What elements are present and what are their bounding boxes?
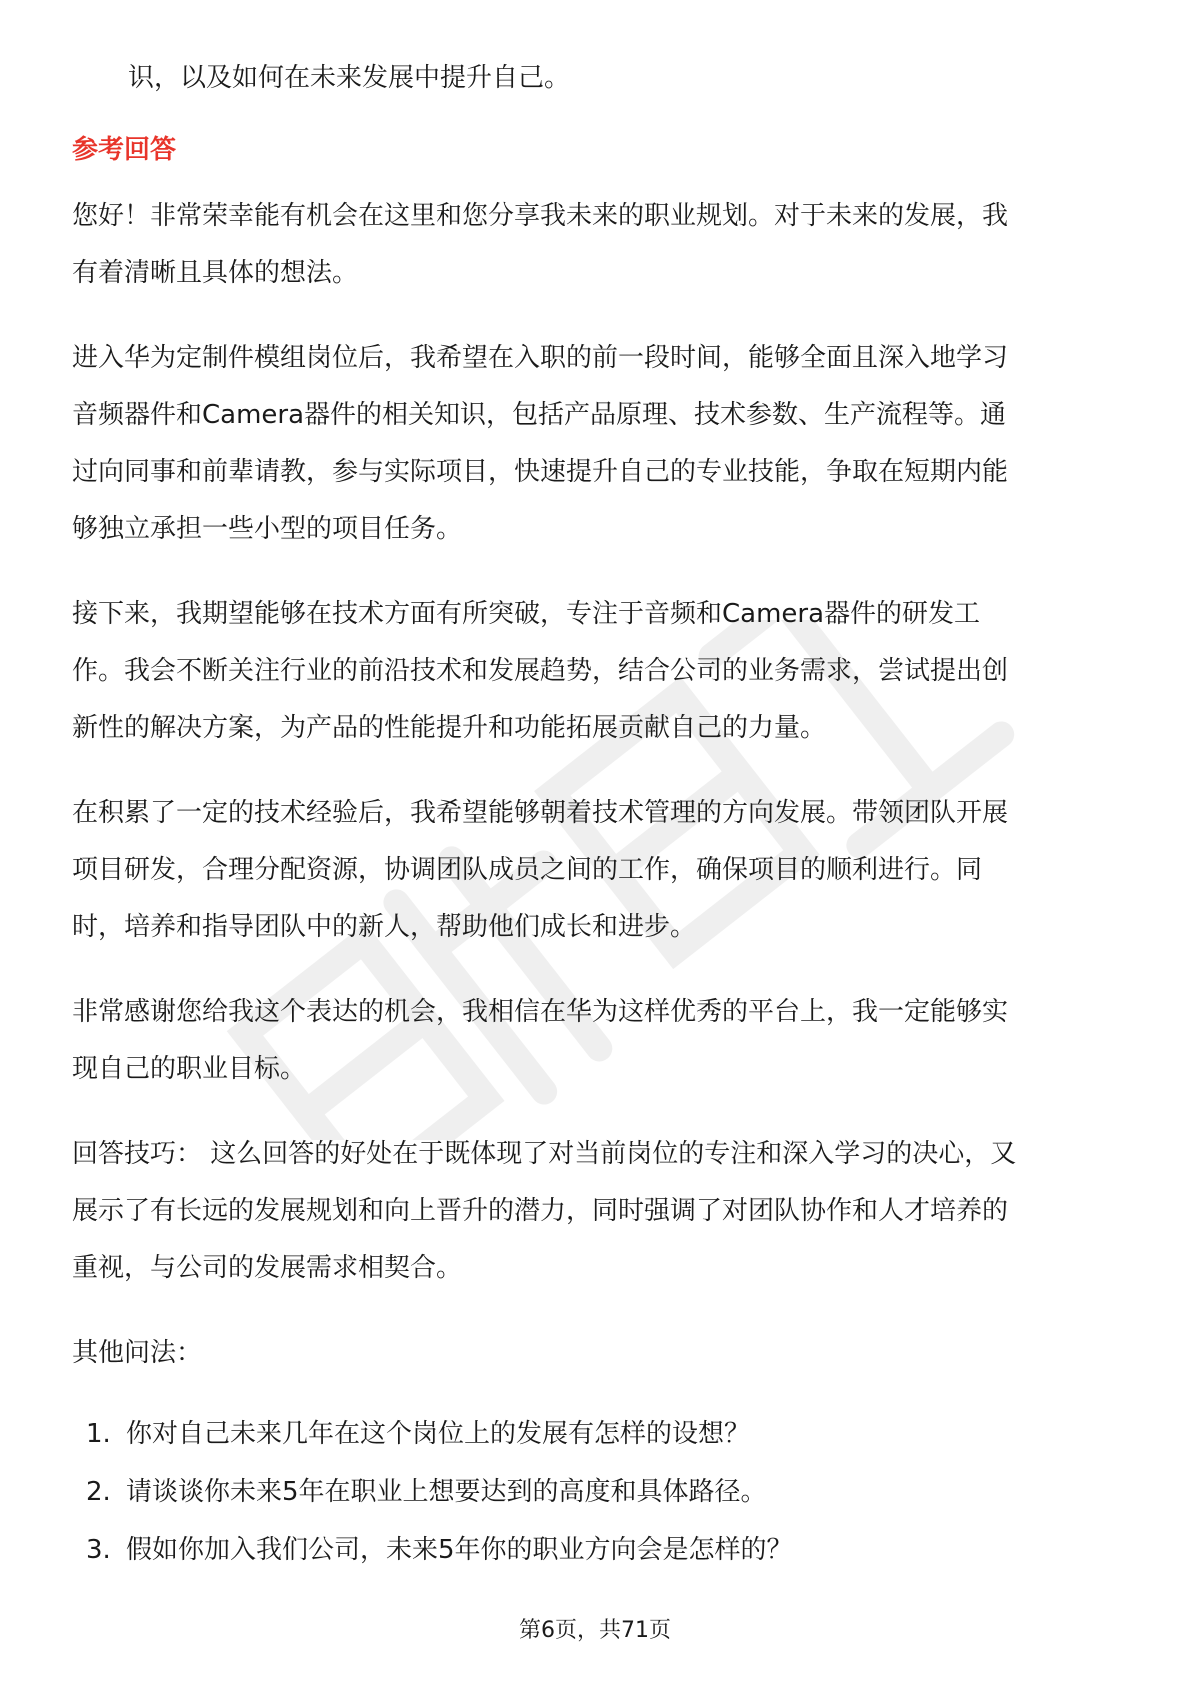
paragraph-line: 有着清晰且具体的想法。 <box>72 258 359 288</box>
paragraph-line: 进入华为定制件模组岗位后，我希望在入职的前一段时间，能够全面且深入地学习 <box>72 343 1009 373</box>
paragraph-line: 展示了有长远的发展规划和向上晋升的潜力，同时强调了对团队协作和人才培养的 <box>72 1196 1009 1226</box>
page-number-footer: 第6页，共71页 <box>519 1618 671 1643</box>
paragraph-line: 重视，与公司的发展需求相契合。 <box>72 1253 463 1283</box>
other-questions-label: 其他问法： <box>72 1338 203 1368</box>
paragraph-line: 音频器件和Camera器件的相关知识，包括产品原理、技术参数、生产流程等。通 <box>72 400 1007 430</box>
list-item-number: 1. <box>86 1419 111 1449</box>
paragraph-line: 时，培养和指导团队中的新人，帮助他们成长和进步。 <box>72 912 697 942</box>
paragraph-line: 接下来，我期望能够在技术方面有所突破，专注于音频和Camera器件的研发工 <box>72 599 981 629</box>
list-item <box>86 1463 1122 1521</box>
list-item-text: 请谈谈你未来5年在职业上想要达到的高度和具体路径。 <box>126 1477 767 1507</box>
document-content <box>72 50 1122 1579</box>
paragraph-line: 非常感谢您给我这个表达的机会，我相信在华为这样优秀的平台上，我一定能够实 <box>72 997 1009 1027</box>
paragraph-line: 项目研发，合理分配资源，协调团队成员之间的工作，确保项目的顺利进行。同 <box>72 855 983 885</box>
paragraph-technical <box>72 586 1122 757</box>
list-item-text: 假如你加入我们公司，未来5年你的职业方向会是怎样的？ <box>126 1535 793 1565</box>
list-item <box>86 1521 1122 1579</box>
other-questions-list <box>72 1405 1122 1579</box>
paragraph-management <box>72 785 1122 956</box>
paragraph-line: 够独立承担一些小型的项目任务。 <box>72 514 463 544</box>
list-item <box>86 1405 1122 1463</box>
paragraph-learning <box>72 330 1122 558</box>
list-item-number: 3. <box>86 1535 111 1565</box>
paragraph-tips <box>72 1126 1122 1297</box>
paragraph-line: 过向同事和前辈请教，参与实际项目，快速提升自己的专业技能，争取在短期内能 <box>72 457 1009 487</box>
paragraph-line: 作。我会不断关注行业的前沿技术和发展趋势，结合公司的业务需求，尝试提出创 <box>72 656 1009 686</box>
continuation-line: 识，以及如何在未来发展中提升自己。 <box>128 63 571 93</box>
paragraph-intro <box>72 188 1122 302</box>
paragraph-thanks <box>72 984 1122 1098</box>
paragraph-line: 新性的解决方案，为产品的性能提升和功能拓展贡献自己的力量。 <box>72 713 827 743</box>
section-heading: 参考回答 <box>72 135 177 165</box>
list-item-text: 你对自己未来几年在这个岗位上的发展有怎样的设想？ <box>126 1419 751 1449</box>
list-item-number: 2. <box>86 1477 111 1507</box>
paragraph-line: 您好！非常荣幸能有机会在这里和您分享我未来的职业规划。对于未来的发展，我 <box>72 201 1009 231</box>
paragraph-line: 现自己的职业目标。 <box>72 1054 307 1084</box>
paragraph-line: 在积累了一定的技术经验后，我希望能够朝着技术管理的方向发展。带领团队开展 <box>72 798 1009 828</box>
paragraph-line: 回答技巧： 这么回答的好处在于既体现了对当前岗位的专注和深入学习的决心，又 <box>72 1139 1017 1169</box>
